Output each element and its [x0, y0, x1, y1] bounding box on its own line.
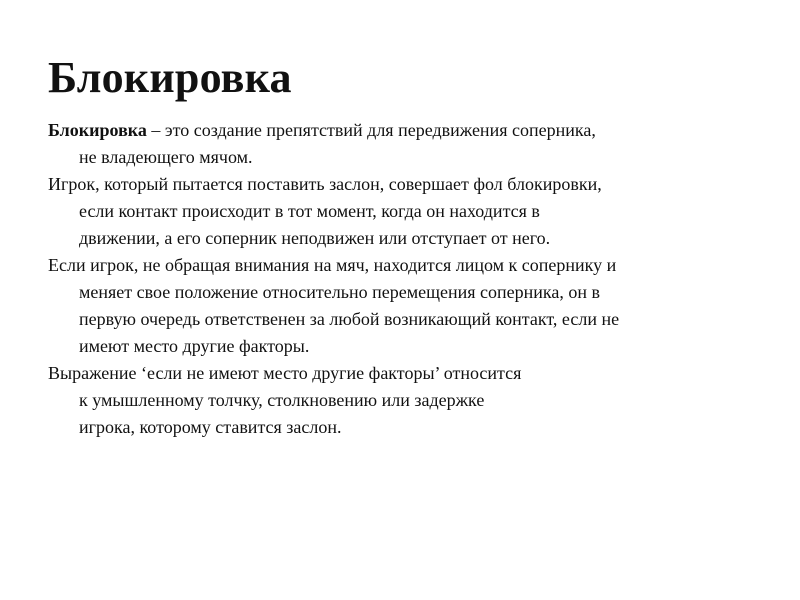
paragraph-line: не владеющего мячом.: [79, 147, 253, 167]
paragraph-expression: [48, 360, 778, 441]
paragraph-line: первую очередь ответственен за любой возникающий контакт, если не: [79, 309, 620, 329]
paragraph-line: игрока, которому ставится заслон.: [79, 417, 342, 437]
paragraph-line: [48, 117, 778, 144]
paragraph-line: если контакт происходит в тот момент, когда он находится в: [79, 201, 540, 221]
paragraph-foul: [48, 171, 778, 252]
paragraph-line: меняет свое положение относительно перемещения соперника, он в: [79, 282, 600, 302]
paragraph-definition: [48, 117, 778, 171]
paragraph-line: имеют место другие факторы.: [79, 336, 310, 356]
paragraph-line: Если игрок, не обращая внимания на мяч, находится лицом к сопернику и: [48, 255, 617, 275]
slide-body: [48, 117, 778, 441]
paragraph-line: Игрок, который пытается поставить заслон, совершает фол блокировки,: [48, 174, 602, 194]
paragraph-line: Выражение ‘если не имеют место другие факторы’ относится: [48, 363, 522, 383]
paragraph-line: к умышленному толчку, столкновению или задержке: [79, 390, 485, 410]
paragraph-line-text: – это создание препятствий для передвижения соперника,: [146, 120, 596, 140]
paragraph-line: движении, а его соперник неподвижен или отступает от него.: [79, 228, 551, 248]
term-bold: Блокировка: [48, 120, 147, 140]
paragraph-responsibility: [48, 252, 778, 360]
slide-title: Блокировка: [48, 53, 292, 102]
